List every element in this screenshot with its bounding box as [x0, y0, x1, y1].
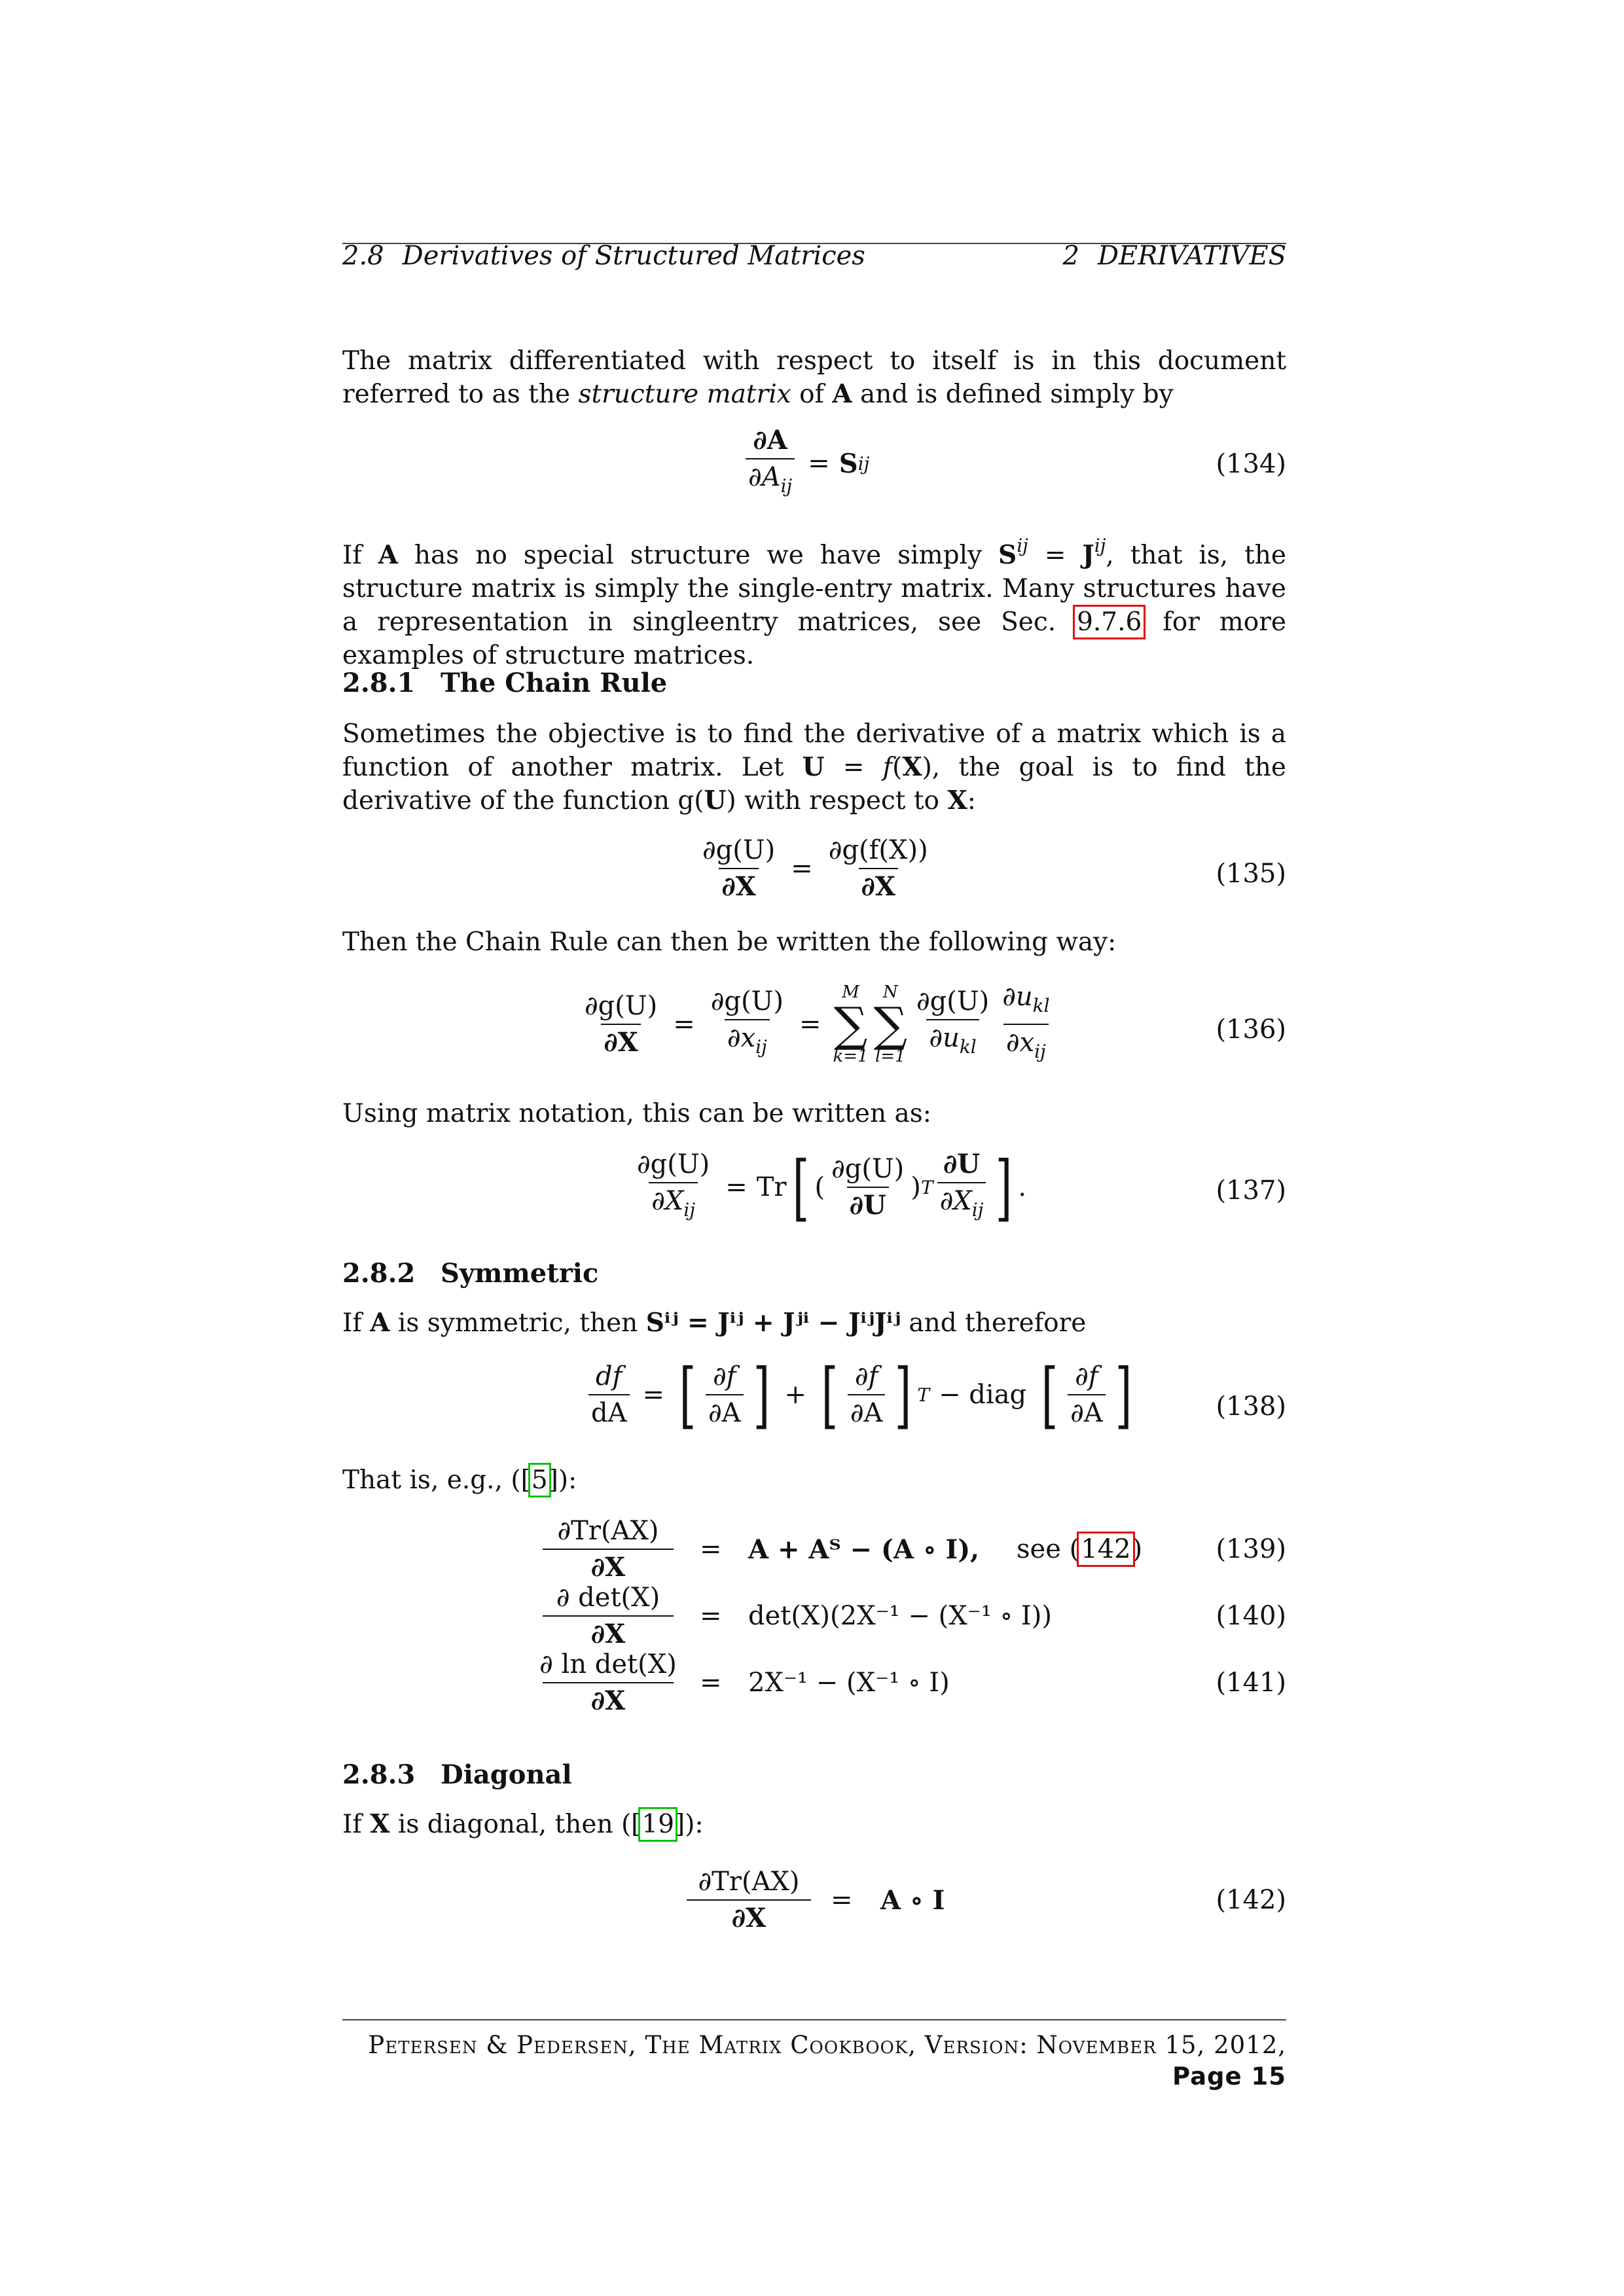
- text: , that is, the structure matrix is simply the single-entry matrix. Many structures have a representation in singleentry matrices, see Sec.: [342, 541, 1286, 637]
- fraction-numerator: ∂g(U): [585, 991, 658, 1021]
- fraction-denominator: [649, 1182, 698, 1225]
- equation-number: (142): [1216, 1885, 1286, 1915]
- fraction: [914, 986, 992, 1062]
- equation-number: (135): [1216, 859, 1286, 889]
- sum-lower-limit: k=1: [833, 1047, 869, 1066]
- fraction: [826, 835, 931, 902]
- summation-k: [833, 983, 868, 1066]
- subscript: ij: [1034, 1041, 1046, 1062]
- matrix-symbol: J: [1082, 540, 1094, 570]
- text: is diagonal, then (: [389, 1810, 632, 1839]
- section-reference-link[interactable]: 9.7.6: [1077, 607, 1142, 637]
- header-section-title: Derivatives of Structured Matrices: [402, 241, 865, 271]
- subscript: kl: [1032, 995, 1050, 1016]
- plus-sign: +: [784, 1380, 806, 1410]
- matrix-symbol: X: [902, 752, 922, 782]
- fraction-denominator: ∂X: [859, 868, 898, 902]
- paragraph-diagonal: [342, 1808, 1286, 1841]
- fraction-denominator: [725, 1019, 770, 1062]
- header-chapter: [1063, 239, 1286, 273]
- den-text: ∂X: [651, 1186, 684, 1216]
- intro-text: and is defined simply by: [852, 380, 1174, 409]
- equals-sign: =: [700, 1534, 722, 1564]
- fraction-numerator: ∂g(f(X)): [828, 835, 928, 865]
- fraction-denominator: ∂U: [847, 1187, 889, 1221]
- text: for more examples of structure matrices.: [342, 607, 1286, 670]
- close-bracket: ]: [995, 1145, 1013, 1229]
- close-bracket: ]: [753, 1353, 770, 1437]
- fraction-denominator: ∂X: [543, 1615, 674, 1649]
- fraction-numerator: ∂g(U): [710, 986, 784, 1016]
- function-symbol: f: [882, 753, 893, 782]
- fraction-numerator: ∂f: [854, 1361, 878, 1391]
- equals-sign: =: [642, 1380, 665, 1410]
- superscript: T: [920, 1176, 933, 1198]
- fraction: [829, 1154, 907, 1221]
- subscript: ij: [683, 1199, 696, 1221]
- sigma-symbol: ∑: [833, 997, 868, 1052]
- superscript: T: [917, 1384, 930, 1406]
- text: is symmetric, then: [389, 1308, 646, 1338]
- matrix-symbol: A: [378, 540, 399, 570]
- fraction-numerator: ∂A: [753, 425, 787, 456]
- equation-rhs: det(X)(2X⁻¹ − (X⁻¹ ∘ I)): [748, 1601, 1052, 1631]
- period: .: [1018, 1172, 1027, 1202]
- sum-upper-limit: N: [882, 982, 898, 1002]
- fraction-denominator: ∂A: [706, 1394, 744, 1428]
- fraction-numerator: ∂g(U): [702, 835, 776, 865]
- fraction-denominator: ∂A: [1068, 1394, 1106, 1428]
- text: (: [892, 753, 903, 782]
- fraction-numerator: ∂U: [943, 1149, 981, 1179]
- open-bracket: [: [792, 1145, 809, 1229]
- equation-136: [342, 982, 1286, 1086]
- equals-sign: =: [799, 1009, 821, 1039]
- matrix-symbol: A: [370, 1308, 390, 1338]
- matrix-symbol: A: [832, 379, 852, 409]
- fraction-denominator: ∂A: [848, 1394, 886, 1428]
- minus-diag: − diag: [939, 1380, 1027, 1410]
- den-text: ∂u: [929, 1023, 960, 1053]
- page-number: Page 15: [1172, 2062, 1286, 2090]
- structure-expression: Sⁱʲ = Jⁱʲ + Jʲⁱ − JⁱʲJⁱʲ: [645, 1308, 901, 1338]
- equation-138: [342, 1353, 1286, 1460]
- text: =: [1028, 541, 1083, 570]
- paragraph-that-is: [342, 1463, 1286, 1497]
- fraction-denominator: [746, 458, 795, 501]
- matrix-symbol: S: [998, 540, 1017, 570]
- intro-emphasis: structure matrix: [578, 380, 791, 409]
- intro-text: The matrix differentiated with respect to itself is in this document referred to as the: [342, 346, 1286, 409]
- text: If: [342, 541, 378, 570]
- text: ]):: [548, 1465, 577, 1495]
- fraction: [539, 1649, 677, 1716]
- fraction-numerator: ∂g(U): [831, 1154, 905, 1184]
- header-chapter-number: 2: [1062, 241, 1079, 271]
- fraction: [706, 1361, 744, 1428]
- equals-sign: =: [700, 1601, 722, 1631]
- fraction-denominator: [926, 1019, 979, 1062]
- equation-number: (134): [1216, 449, 1286, 479]
- equation-number: (137): [1216, 1175, 1286, 1206]
- equation-number: (141): [1216, 1668, 1286, 1698]
- text: If: [342, 1308, 370, 1338]
- matrix-symbol: U: [802, 752, 825, 782]
- equals-sign: =: [725, 1172, 748, 1202]
- text: ]):: [675, 1810, 704, 1839]
- equation-141: [342, 1649, 1286, 1721]
- text: =: [824, 753, 883, 782]
- fraction-denominator: ∂X: [601, 1024, 640, 1058]
- open-bracket: [: [821, 1353, 839, 1437]
- rhs-symbol: S: [839, 448, 858, 479]
- fraction-numerator: ∂Tr(AX): [698, 1867, 800, 1897]
- equation-135: [342, 835, 1286, 920]
- text: Sometimes the objective is to find the derivative of a matrix which is a function of another matrix. Let: [342, 719, 1286, 782]
- page-footer: [342, 2019, 1286, 2092]
- paragraph-symmetric: [342, 1306, 1286, 1340]
- summation-l: [874, 983, 907, 1066]
- paragraph-chain-rule: [342, 925, 1286, 959]
- section-number: 2.8.2: [342, 1258, 416, 1289]
- header-section: [342, 239, 865, 273]
- fraction-numerator: [1000, 982, 1052, 1024]
- open-bracket: [: [1041, 1353, 1058, 1437]
- running-header: [342, 239, 1286, 271]
- equation-rhs: A + Aᵀ − (A ∘ I),: [748, 1534, 980, 1565]
- paragraph-chain-rule-intro: [342, 717, 1286, 817]
- sigma-symbol: ∑: [873, 997, 907, 1052]
- close-paren: ): [911, 1172, 921, 1202]
- fraction-numerator: ∂g(U): [916, 986, 990, 1016]
- equals-sign: =: [808, 448, 830, 478]
- text: ), the goal is to find the derivative of the function g(: [342, 753, 1286, 816]
- fraction: [588, 1361, 630, 1428]
- text: Using matrix notation, this can be written as:: [342, 1099, 931, 1128]
- fraction-denominator: ∂X: [687, 1899, 811, 1933]
- equals-sign: =: [700, 1668, 722, 1698]
- matrix-symbol: X: [370, 1809, 390, 1839]
- subscript: kl: [959, 1036, 977, 1058]
- fraction-numerator: df: [596, 1361, 623, 1391]
- sum-lower-limit: l=1: [875, 1047, 906, 1066]
- paragraph-matrix-notation: [342, 1097, 1286, 1130]
- fraction: [937, 1149, 986, 1225]
- header-chapter-title: DERIVATIVES: [1097, 241, 1286, 271]
- fraction-denominator: ∂X: [543, 1682, 674, 1716]
- section-number: 2.8.1: [342, 668, 416, 698]
- text: and therefore: [900, 1308, 1087, 1338]
- equation-number: (136): [1216, 1014, 1286, 1045]
- subscript: ij: [755, 1036, 767, 1058]
- citation-link[interactable]: 5: [531, 1465, 548, 1495]
- citation-link[interactable]: 19: [641, 1810, 675, 1839]
- equation-rhs: A ∘ I: [880, 1885, 945, 1916]
- text: [: [631, 1810, 641, 1839]
- footer-citation: Petersen & Pedersen, The Matrix Cookbook, Version: November 15, 2012,: [368, 2031, 1286, 2059]
- text: Then the Chain Rule can then be written the following way:: [342, 927, 1117, 957]
- superscript: ij: [857, 452, 870, 475]
- fraction-denominator: ∂X: [543, 1549, 674, 1583]
- equals-sign: =: [831, 1885, 853, 1915]
- fraction: [582, 991, 660, 1058]
- equation-139: [342, 1516, 1286, 1588]
- matrix-symbol: U: [704, 785, 727, 816]
- section-heading-2-8-1: [342, 666, 667, 700]
- fraction-numerator: ∂Tr(AX): [557, 1516, 659, 1546]
- equation-137: [342, 1145, 1286, 1241]
- equals-sign: =: [673, 1009, 695, 1039]
- equation-140: [342, 1583, 1286, 1655]
- section-title: Diagonal: [441, 1759, 572, 1790]
- fraction: [543, 1516, 674, 1583]
- section-heading-2-8-2: [342, 1257, 598, 1291]
- fraction: [700, 835, 778, 902]
- trace-operator: Tr: [756, 1172, 787, 1202]
- section-title: Symmetric: [441, 1258, 599, 1289]
- text: ): [1132, 1534, 1143, 1564]
- equation-142: [342, 1867, 1286, 1939]
- text: If: [342, 1810, 370, 1839]
- fraction-denominator: [1003, 1024, 1049, 1067]
- sum-upper-limit: M: [842, 982, 859, 1002]
- section-heading-2-8-3: [342, 1758, 572, 1792]
- fraction-numerator: ∂f: [1075, 1361, 1098, 1391]
- fraction-denominator: dA: [588, 1394, 630, 1428]
- fraction: [746, 425, 795, 501]
- fraction-numerator: ∂f: [712, 1361, 736, 1391]
- open-paren: (: [814, 1172, 825, 1202]
- den-text: ∂x: [727, 1023, 756, 1053]
- section-title: The Chain Rule: [441, 668, 668, 698]
- den-text: ∂A: [748, 462, 781, 492]
- text: has no special structure we have simply: [398, 541, 999, 570]
- den-text: ∂X: [939, 1186, 972, 1216]
- header-section-number: 2.8: [342, 241, 384, 271]
- text: :: [967, 786, 976, 816]
- fraction: [848, 1361, 886, 1428]
- fraction-denominator: ∂X: [719, 868, 758, 902]
- fraction: [687, 1867, 811, 1933]
- superscript: ij: [1094, 535, 1106, 556]
- equation-number: (140): [1216, 1601, 1286, 1631]
- close-bracket: ]: [895, 1353, 912, 1437]
- intro-paragraph: [342, 344, 1286, 411]
- subscript: ij: [780, 475, 793, 497]
- text: [: [520, 1465, 531, 1495]
- equation-134: [342, 425, 1286, 511]
- equation-number: (139): [1216, 1534, 1286, 1564]
- fraction: [1000, 982, 1052, 1067]
- equals-sign: =: [791, 853, 813, 884]
- equation-number: (138): [1216, 1391, 1286, 1422]
- text: That is, e.g., (: [342, 1465, 521, 1495]
- close-bracket: ]: [1115, 1353, 1132, 1437]
- num-text: ∂u: [1002, 982, 1033, 1012]
- text: see (: [1017, 1534, 1080, 1564]
- subscript: ij: [971, 1199, 984, 1221]
- open-bracket: [: [679, 1353, 696, 1437]
- fraction: [634, 1149, 712, 1225]
- equation-reference-link[interactable]: 142: [1081, 1534, 1131, 1564]
- superscript: ij: [1017, 535, 1028, 556]
- matrix-symbol: X: [947, 785, 967, 816]
- intro-text: of: [791, 380, 833, 409]
- fraction: [543, 1583, 674, 1649]
- fraction: [1068, 1361, 1106, 1428]
- fraction-numerator: ∂g(U): [637, 1149, 710, 1179]
- fraction-denominator: [937, 1182, 986, 1225]
- section-number: 2.8.3: [342, 1759, 416, 1790]
- equation-rhs: 2X⁻¹ − (X⁻¹ ∘ I): [748, 1668, 950, 1698]
- fraction: [708, 986, 786, 1062]
- fraction-numerator: ∂ ln det(X): [539, 1649, 677, 1679]
- den-text: ∂x: [1005, 1028, 1035, 1058]
- see-reference: [1017, 1534, 1142, 1564]
- fraction-numerator: ∂ det(X): [556, 1583, 660, 1613]
- paragraph-structure: [342, 529, 1286, 672]
- text: ) with respect to: [726, 786, 948, 816]
